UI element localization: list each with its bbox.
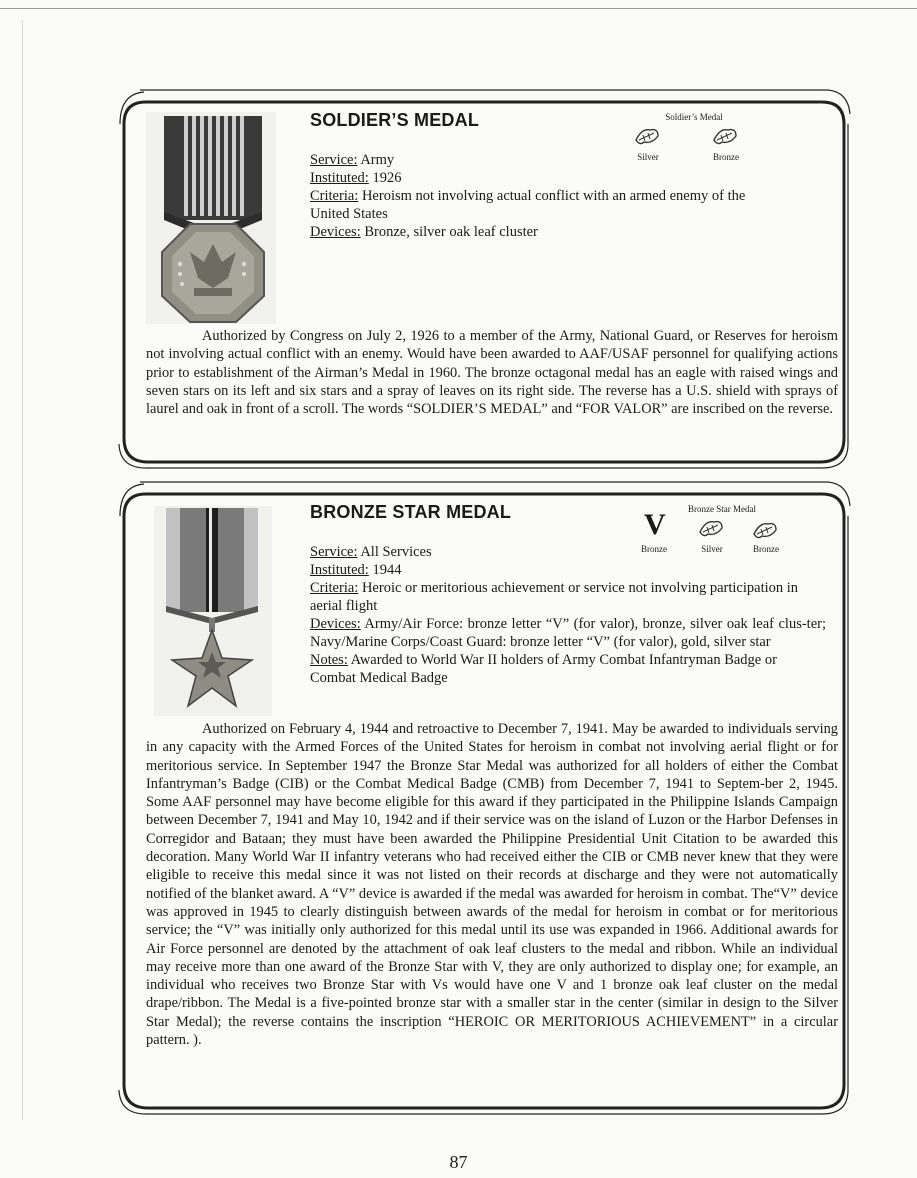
oak-leaf-cluster-icon: [634, 126, 660, 146]
bronze-star-medal-photo: [154, 506, 272, 716]
field-instituted: [310, 561, 710, 579]
device-label: Silver: [701, 544, 723, 554]
field-instituted: [310, 169, 760, 187]
field-value: Army/Air Force: bronze letter “V” (for valor), bronze, silver oak leaf clus-ter; Navy/Marine Corps/Coast Guard: bronze letter “V” (for valor), gold, silver star: [310, 616, 826, 650]
field-value: 1944: [368, 562, 402, 578]
field-value: 1926: [368, 170, 402, 186]
field-value: Heroic or meritorious achievement or service not involving participation in aerial flight: [310, 580, 799, 614]
field-notes: [310, 651, 826, 687]
field-value: All Services: [357, 544, 432, 560]
field-devices: [310, 223, 770, 241]
medal-title: SOLDIER’S MEDAL: [310, 110, 480, 130]
oak-leaf-cluster-icon: [752, 520, 778, 540]
field-service: [310, 543, 710, 561]
field-service: [310, 151, 760, 169]
field-label: Criteria:: [310, 580, 359, 596]
field-criteria: [310, 187, 770, 223]
device-label: Bronze: [753, 544, 779, 554]
oak-leaf-cluster-icon: [698, 518, 724, 538]
page-number: 87: [449, 1152, 468, 1172]
medal-description: Authorized on February 4, 1944 and retroactive to December 7, 1941. May be awarded to individuals serving in any capacity with the Armed Forces of the United States for heroism in combat not involving aerial flight or for meritorious service. In September 1947 the Bronze Star Medal was authorized for all holders of either the Combat Infantryman’s Badge (CIB) or the Combat Medical Badge (CMB) from December 7, 1941 to Septem-ber 2, 1945. Some AAF personnel may have become eligible for this award if they participated in the Philippine Islands Campaign between December 7, 1941 and May 10, 1942 and if their service was on the island of Luzon or the Harbor Defenses in Corregidor and Bataan; they must have been awarded the Philippine Presidential Unit Citation to be awarded this decoration. Many World War II infantry veterans who had received either the CIB or CMB never knew that they were eligible to receive this medal since it was not listed on their records at discharge and they were not automatically notified of the blanket award. A “V” device is awarded if the medal was awarded for heroism in combat. The“V” device was approved in 1945 to clearly distinguish between awards of the medal for heroism in combat or for meritorious service; the “V” was initially only authorized for this medal until its use was expanded in 1966. Additional awards for Air Force personnel are denoted by the attachment of oak leaf clusters to the medal and ribbon. While an individual may receive more than one award of the Bronze Star with V, they are only authorized to display one; for example, an individual who receives two Bronze Star with Vs would have one V and 1 bronze oak leaf cluster on the medal drape/ribbon. The Medal is a five-pointed bronze star with a smaller star in the center (similar in design to the Silver Star Medal); the reverse contains the inscription “HEROIC OR MERITORIOUS ACHIEVEMENT” in a circular pattern. ).: [146, 721, 838, 1049]
field-devices: [310, 615, 826, 651]
field-value: Bronze, silver oak leaf cluster: [360, 224, 538, 240]
letter-v-device: V: [644, 508, 666, 541]
field-value: Heroism not involving actual conflict with an armed enemy of the United States: [310, 188, 746, 222]
device-label: Silver: [637, 152, 659, 162]
medal-title: BRONZE STAR MEDAL: [310, 502, 512, 522]
field-label: Devices:: [310, 224, 361, 240]
field-label: Service:: [310, 152, 358, 168]
field-label: Instituted:: [310, 170, 369, 186]
soldiers-medal-card: [116, 84, 852, 470]
device-panel-heading: Soldier’s Medal: [665, 112, 723, 122]
top-rule: [0, 8, 917, 9]
binding-edge: [22, 20, 23, 1120]
field-label: Service:: [310, 544, 358, 560]
field-label: Criteria:: [310, 188, 359, 204]
field-label: Devices:: [310, 616, 361, 632]
field-label: Notes:: [310, 652, 348, 668]
bronze-star-medal-card: [116, 476, 852, 1116]
soldiers-medal-photo: [146, 112, 276, 324]
field-value: Awarded to World War II holders of Army Combat Infantryman Badge or Combat Medical Badge: [310, 652, 777, 686]
field-value: Army: [357, 152, 395, 168]
device-panel-heading: Bronze Star Medal: [688, 504, 756, 514]
device-label: Bronze: [641, 544, 667, 554]
field-label: Instituted:: [310, 562, 369, 578]
device-label: Bronze: [713, 152, 739, 162]
medal-description: Authorized by Congress on July 2, 1926 to a member of the Army, National Guard, or Reserves for heroism not involving actual conflict with an enemy. Would have been awarded to AAF/USAF personnel for qualifying actions prior to establishment of the Airman’s Medal in 1960. The bronze octagonal medal has an eagle with raised wings and seven stars on its left and six stars and a spray of leaves on its right side. The reverse has a U.S. shield with sprays of laurel and oak in front of a scroll. The words “SOLDIER’S MEDAL” and “FOR VALOR” are inscribed on the reverse.: [146, 328, 838, 418]
field-criteria: [310, 579, 826, 615]
oak-leaf-cluster-icon: [712, 126, 738, 146]
